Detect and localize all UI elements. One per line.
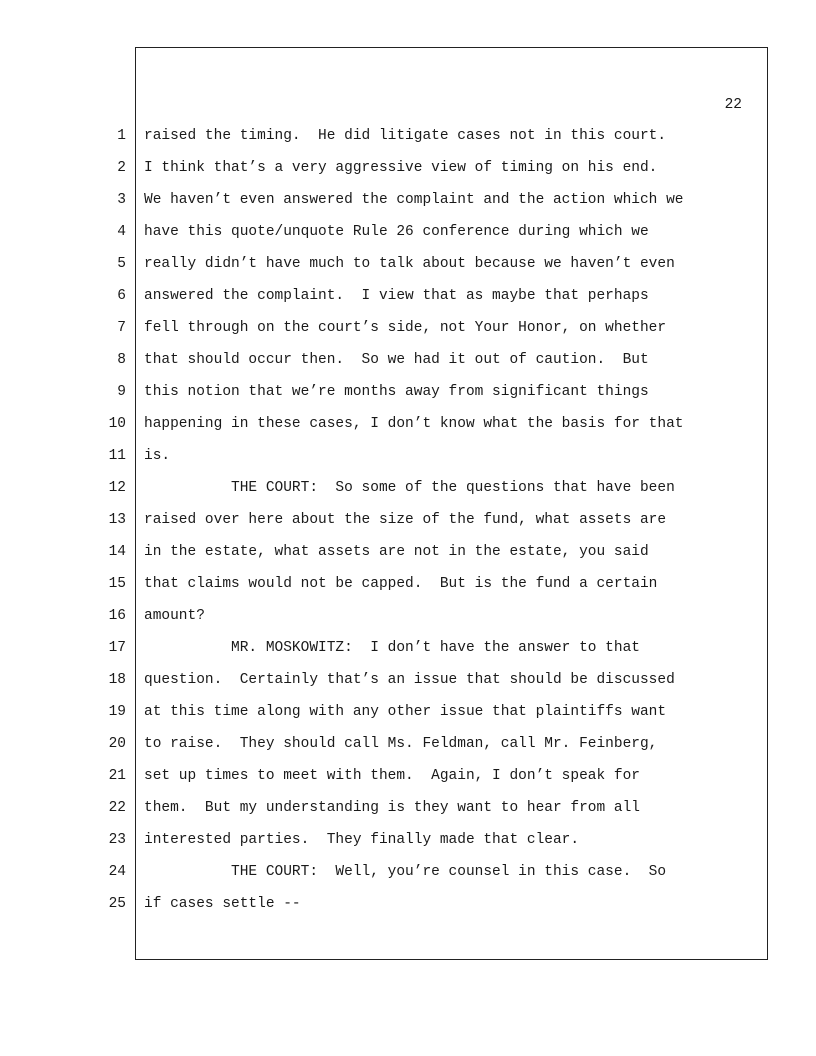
transcript-line: raised the timing. He did litigate cases not in this court. — [144, 128, 667, 144]
line-number: 1 — [117, 128, 126, 144]
transcript-line: this notion that we’re months away from significant things — [144, 384, 649, 400]
line-number: 18 — [108, 672, 126, 688]
line-number: 10 — [108, 416, 126, 432]
transcript-line: THE COURT: Well, you’re counsel in this case. So — [144, 864, 667, 880]
line-number: 22 — [108, 800, 126, 816]
transcript-line: that claims would not be capped. But is the fund a certain — [144, 576, 658, 592]
transcript-line: to raise. They should call Ms. Feldman, call Mr. Feinberg, — [144, 736, 658, 752]
transcript-body — [144, 126, 764, 926]
line-number: 4 — [117, 224, 126, 240]
line-number: 2 — [117, 160, 126, 176]
page-number: 22 — [724, 97, 742, 113]
transcript-line: them. But my understanding is they want to hear from all — [144, 800, 640, 816]
transcript-line: question. Certainly that’s an issue that should be discussed — [144, 672, 675, 688]
transcript-line: happening in these cases, I don’t know what the basis for that — [144, 416, 684, 432]
transcript-line: raised over here about the size of the fund, what assets are — [144, 512, 667, 528]
line-number: 16 — [108, 608, 126, 624]
line-number: 19 — [108, 704, 126, 720]
transcript-line: I think that’s a very aggressive view of timing on his end. — [144, 160, 658, 176]
transcript-line: in the estate, what assets are not in the estate, you said — [144, 544, 649, 560]
line-number: 3 — [117, 192, 126, 208]
line-number: 24 — [108, 864, 126, 880]
transcript-line: have this quote/unquote Rule 26 conference during which we — [144, 224, 649, 240]
transcript-line: interested parties. They finally made that clear. — [144, 832, 580, 848]
transcript-line: THE COURT: So some of the questions that have been — [144, 480, 675, 496]
line-number: 15 — [108, 576, 126, 592]
line-number: 14 — [108, 544, 126, 560]
line-number: 6 — [117, 288, 126, 304]
line-number: 9 — [117, 384, 126, 400]
transcript-line: MR. MOSKOWITZ: I don’t have the answer to that — [144, 640, 640, 656]
line-number: 7 — [117, 320, 126, 336]
line-number: 20 — [108, 736, 126, 752]
line-number: 23 — [108, 832, 126, 848]
line-number: 12 — [108, 480, 126, 496]
line-number: 21 — [108, 768, 126, 784]
transcript-line: at this time along with any other issue that plaintiffs want — [144, 704, 667, 720]
line-number: 5 — [117, 256, 126, 272]
line-number: 13 — [108, 512, 126, 528]
transcript-line: answered the complaint. I view that as maybe that perhaps — [144, 288, 649, 304]
transcript-line: fell through on the court’s side, not Your Honor, on whether — [144, 320, 667, 336]
line-number: 8 — [117, 352, 126, 368]
transcript-line: amount? — [144, 608, 205, 624]
transcript-line: set up times to meet with them. Again, I don’t speak for — [144, 768, 640, 784]
line-number: 17 — [108, 640, 126, 656]
transcript-line: We haven’t even answered the complaint and the action which we — [144, 192, 684, 208]
transcript-line: that should occur then. So we had it out of caution. But — [144, 352, 649, 368]
line-number-column — [96, 126, 126, 926]
line-number: 25 — [108, 896, 126, 912]
transcript-line: is. — [144, 448, 171, 464]
line-number: 11 — [108, 448, 126, 464]
transcript-line: if cases settle -- — [144, 896, 301, 912]
transcript-line: really didn’t have much to talk about because we haven’t even — [144, 256, 675, 272]
